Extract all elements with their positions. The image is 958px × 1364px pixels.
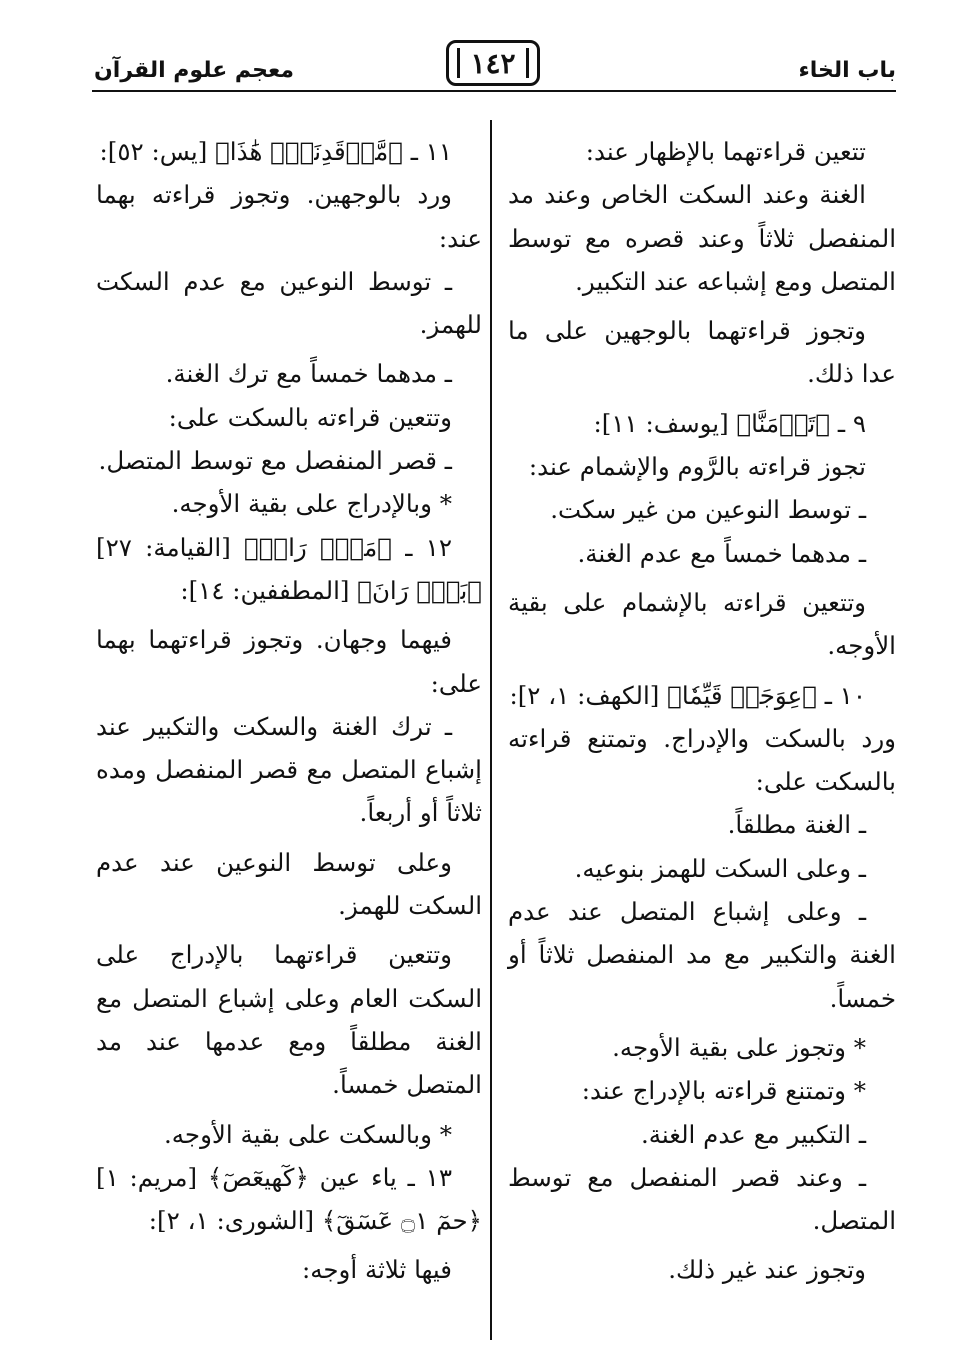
paragraph: وعلى توسط النوعين عند عدم السكت للهمز. bbox=[96, 847, 482, 921]
right-column bbox=[508, 130, 896, 1292]
list-item: ـ توسط النوعين مع عدم السكت للهمز. bbox=[96, 266, 482, 340]
list-item: * وبالإدراج على بقية الأوجه. bbox=[171, 489, 452, 519]
list-item: ـ قصر المنفصل مع توسط المتصل. bbox=[98, 446, 452, 476]
list-item: ـ مدهما خمساً مع ترك الغنة. bbox=[165, 359, 452, 389]
list-item: ـ وعلى السكت للهمز بنوعيه. bbox=[574, 853, 866, 883]
paragraph: فيها ثلاثة أوجه: bbox=[301, 1255, 452, 1285]
paragraph: الغنة وعند السكت الخاص وعند مد المنفصل ثلاثاً وعند قصره مع توسط المتصل ومع إشباعه عند التكبير. bbox=[508, 180, 896, 296]
paragraph: فيهما وجهان. وتجوز قراءتهما بهما على: bbox=[96, 625, 482, 698]
entry-heading: ١٢ ـ ﴿مَنۡۜ رَاقٖ﴾ [القيامة: ٢٧] ﴿بَلۡۜ رَانَ﴾ [المطففين: ١٤]: bbox=[96, 532, 482, 605]
entry-heading: ١٠ ـ ﴿عِوَجَاۜ قَيِّمٗا﴾ [الكهف: ١، ٢]: bbox=[509, 680, 866, 710]
list-item: ـ التكبير مع عدم الغنة. bbox=[640, 1119, 866, 1149]
list-item: * وتمتنع قراءته بالإدراج عند: bbox=[581, 1076, 866, 1106]
entry-heading: ١٣ ـ ياء عين ﴿كٓهيعٓصٓ﴾ [مريم: ١] ﴿حمٓ ۝١ عٓسٓقٓ﴾ [الشورى: ١، ٢]: bbox=[96, 1162, 482, 1236]
column-divider bbox=[490, 120, 492, 1340]
entry-heading: ١١ ـ ﴿مَّرۡقَدِنَاۜۗ هَٰذَا﴾ [يس: ٥٢]: bbox=[99, 137, 452, 166]
paragraph: وتتعين قراءته بالإشمام على بقية الأوجه. bbox=[508, 587, 896, 661]
list-item: ـ مدهما خمساً مع عدم الغنة. bbox=[577, 538, 866, 568]
entry-heading: ٩ ـ ﴿تَأۡمَنَّا﴾ [يوسف: ١١]: bbox=[593, 408, 866, 438]
paragraph: ورد بالسكت والإدراج. وتمتنع قراءته بالسكت على: bbox=[508, 723, 896, 797]
paragraph: ورد بالوجهين. وتجوز قراءته بهما عند: bbox=[96, 180, 482, 253]
list-item: ـ وعلى إشباع المتصل عند عدم الغنة والتكبير مع مد المنفصل ثلاثاً أو خمساً. bbox=[508, 897, 896, 1013]
paragraph: وتجوز قراءتهما بالوجهين على ما عدا ذلك. bbox=[508, 316, 896, 389]
page-header bbox=[0, 0, 958, 100]
list-item: * وبالسكت على بقية الأوجه. bbox=[164, 1119, 452, 1149]
list-item: ـ توسط النوعين من غير سكت. bbox=[550, 495, 866, 525]
paragraph: وتتعين قراءتهما بالإدراج على السكت العام وعلى إشباع المتصل مع الغنة مطلقاً ومع عدمها عند مد المتصل خمساً. bbox=[96, 940, 482, 1100]
paragraph: تجوز قراءته بالرَّوم والإشمام عند: bbox=[528, 452, 866, 482]
left-column bbox=[96, 130, 482, 1292]
paragraph: وتجوز عند غير ذلك. bbox=[668, 1255, 866, 1285]
paragraph: تتعين قراءتهما بالإظهار عند: bbox=[585, 137, 866, 166]
list-item: ـ ترك الغنة والسكت والتكبير عند إشباع المتصل مع قصر المنفصل ومده ثلاثاً أو أربعاً. bbox=[96, 711, 482, 828]
paragraph: وتتعين قراءته بالسكت على: bbox=[168, 402, 452, 432]
header-rule bbox=[92, 90, 896, 92]
page-number: ١٤٢ bbox=[470, 46, 516, 80]
list-item: * وتجوز على بقية الأوجه. bbox=[612, 1032, 866, 1062]
chapter-title: باب الخاء bbox=[798, 58, 896, 83]
page-number-frame bbox=[446, 40, 540, 86]
list-item: ـ الغنة مطلقاً. bbox=[727, 810, 866, 840]
list-item: ـ وعند قصر المنفصل مع توسط المتصل. bbox=[508, 1162, 896, 1236]
book-title: معجم علوم القرآن bbox=[94, 58, 295, 83]
